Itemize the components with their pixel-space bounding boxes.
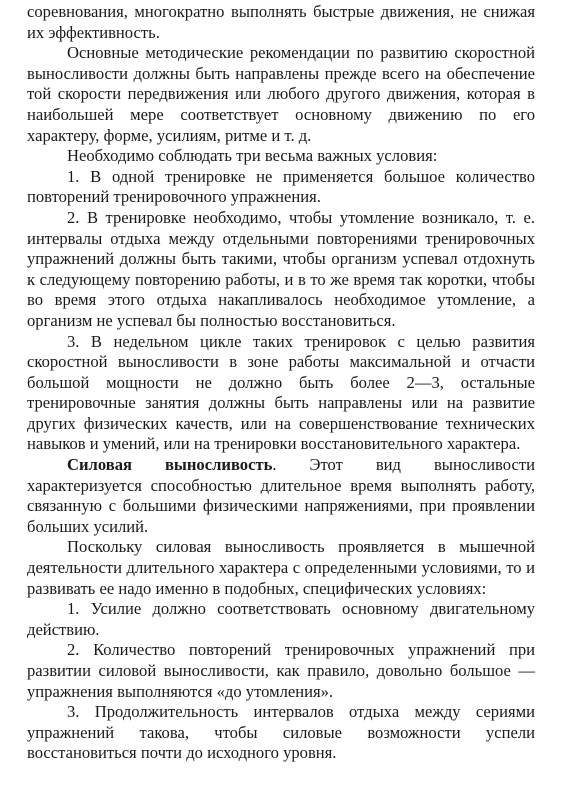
paragraph-specific-conditions	[27, 537, 535, 599]
paragraph-strength-endurance	[27, 455, 535, 537]
paragraph-text: Основные методические рекомендации по развитию скоростной выносливости должны быть направлены прежде всего на обеспечение той скорости передвижения или любого другого движения, которая в наибольшей мере соответствует основному движению по его характеру, форме, усилиям, ритме и т. д.	[27, 43, 535, 145]
paragraph-strength-condition-1	[27, 599, 535, 640]
paragraph-text: 1. Усилие должно соответствовать основному двигательному действию.	[27, 599, 535, 639]
paragraph-text: соревнования, многократно выполнять быстрые движения, не снижая их эффективность.	[27, 2, 535, 42]
paragraph-text: 3. Продолжительность интервалов отдыха между сериями упражнений такова, чтобы силовые возможности успели восстановиться почти до исходного уровня.	[27, 702, 535, 763]
paragraph-text: . Этот вид выносливости характеризуется способностью длительное время выполнять работу, связанную с большими физическими напряжениями, при проявлении больших усилий.	[27, 455, 535, 536]
paragraph-intro-continuation	[27, 2, 535, 43]
paragraph-text: 1. В одной тренировке не применяется большое количество повторений тренировочного упражнения.	[27, 166, 535, 207]
paragraph-condition-3	[27, 332, 535, 456]
paragraph-text: Поскольку силовая выносливость проявляется в мышечной деятельности длительного характера с определенными условиями, то и развивать ее надо именно в подобных, специфических условиях:	[27, 537, 535, 598]
paragraph-methodical-recommendations	[27, 43, 535, 146]
document-page	[27, 2, 535, 764]
paragraph-text: 2. Количество повторений тренировочных упражнений при развитии силовой выносливости, как правило, довольно большое — упражнения выполняются «до утомления».	[27, 640, 535, 701]
paragraph-three-conditions	[27, 146, 535, 167]
paragraph-strength-condition-2	[27, 640, 535, 702]
paragraph-text: Необходимо соблюдать три весьма важных условия:	[67, 146, 438, 166]
paragraph-strength-condition-3	[27, 702, 535, 764]
paragraph-condition-1	[27, 167, 535, 208]
paragraph-text: 3. В недельном цикле таких тренировок с целью развития скоростной выносливости в зоне работы максимальной и отчасти большой мощности не должно быть более 2—3, остальные тренировочные занятия должны быть направлены или на развитие других физических качеств, или на совершенствование технических навыков и умений, или на тренировки восстановительного характера.	[27, 331, 535, 454]
paragraph-condition-2	[27, 208, 535, 332]
paragraph-text: 2. В тренировке необходимо, чтобы утомление возникало, т. е. интервалы отдыха между отдельными повторениями тренировочных упражнений должны быть такими, чтобы организм успевал отдохнуть к следующему повторению работы, и в то же время так коротки, чтобы во время этого отдыха накапливалось необходимое утомление, а организм не успевал бы полностью восстановиться.	[27, 207, 535, 330]
section-heading: Силовая выносливость	[67, 455, 273, 475]
